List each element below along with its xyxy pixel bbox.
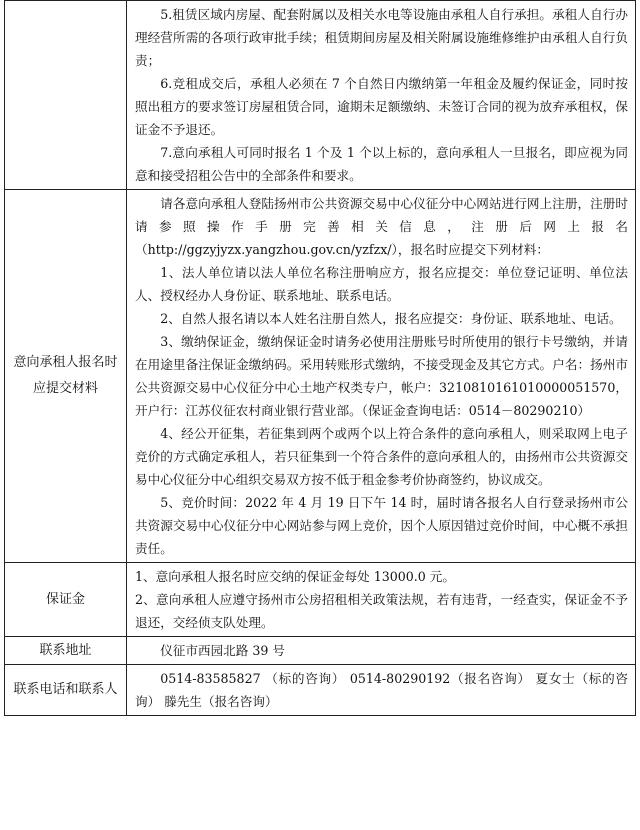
deposit-item-2: 2、意向承租人应遵守扬州市公房招租相关政策法规，若有违背，一经查实，保证金不予退还，交经侦支队处理。: [135, 592, 628, 630]
continued-content-cell: [127, 1, 636, 190]
deposit-label: 保证金: [5, 563, 127, 637]
clause-6: 6.竞租成交后，承租人必须在 7 个自然日内缴纳第一年租金及履约保证金，同时按照出租方的要求签订房屋租赁合同，逾期未足额缴纳、未签订合同的视为放弃承租权，保证金不予退还。: [135, 76, 628, 137]
address-row: [5, 637, 636, 665]
address-value: 仪征市西园北路 39 号: [160, 643, 285, 658]
contact-row: [5, 665, 636, 716]
clause-5: 5.租赁区域内房屋、配套附属以及相关水电等设施由承租人自行承担。承租人自行办理经营所需的各项行政审批手续；租赁期间房屋及相关附属设施维修维护由承租人自行负责；: [135, 7, 628, 68]
materials-item-2: 2、自然人报名请以本人姓名注册自然人，报名应提交：身份证、联系地址、电话。: [160, 311, 622, 326]
materials-item-1: 1、法人单位请以法人单位名称注册响应方，报名应提交：单位登记证明、单位法人、授权经办人身份证、联系地址、联系电话。: [135, 265, 628, 303]
deposit-row: [5, 563, 636, 637]
address-content-cell: [127, 637, 636, 665]
continued-label-cell: [5, 1, 127, 190]
contact-value: 0514-83585827 （标的咨询） 0514-80290192（报名咨询） 夏女士（标的咨询） 滕先生（报名咨询）: [135, 671, 628, 709]
continued-row: [5, 1, 636, 190]
deposit-content-cell: [127, 563, 636, 637]
materials-row: [5, 190, 636, 563]
clause-7: 7.意向承租人可同时报名 1 个及 1 个以上标的，意向承租人一旦报名，即应视为同意和接受招租公告中的全部条件和要求。: [135, 145, 628, 183]
materials-item-4: 4、经公开征集，若征集到两个或两个以上符合条件的意向承租人，则采取网上电子竞价的方式确定承租人，若只征集到一个符合条件的意向承租人的，由扬州市公共资源交易中心仪征分中心组织交易双方按不低于租金参考价协商签约，协议成交。: [135, 426, 628, 487]
materials-item-5: 5、竞价时间：2022 年 4 月 19 日下午 14 时，届时请各报名人自行登录扬州市公共资源交易中心仪征分中心网站参与网上竞价，因个人原因错过竞价时间，中心概不承担责任。: [135, 495, 628, 556]
deposit-item-1: 1、意向承租人报名时应交纳的保证金每处 13000.0 元。: [135, 569, 455, 584]
address-label: 联系地址: [5, 637, 127, 665]
announcement-table: [4, 0, 636, 716]
contact-label: 联系电话和联系人: [5, 665, 127, 716]
materials-intro: 请各意向承租人登陆扬州市公共资源交易中心仪征分中心网站进行网上注册，注册时请参照操作手册完善相关信息，注册后网上报名（http://ggzyjyzx.yangzhou.gov.cn/yzfzx/），报名时应提交下列材料：: [135, 196, 628, 257]
materials-label: 意向承租人报名时应提交材料: [5, 190, 127, 563]
materials-item-3: 3、缴纳保证金，缴纳保证金时请务必使用注册账号时所使用的银行卡号缴纳，并请在用途里备注保证金缴纳码。采用转账形式缴纳，不接受现金及其它方式。户名：扬州市公共资源交易中心仪征分中心土地产权类专户，帐户：3210810161010000051570，开户行：江苏仪征农村商业银行营业部。（保证金查询电话：0514－80290210）: [135, 334, 628, 418]
contact-content-cell: [127, 665, 636, 716]
materials-content-cell: [127, 190, 636, 563]
